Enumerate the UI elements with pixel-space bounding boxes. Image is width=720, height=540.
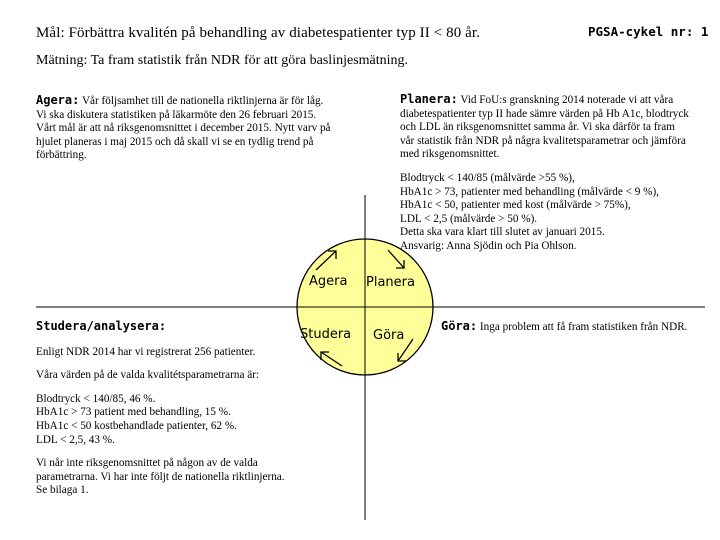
value-item: LDL < 2,5, 43 %.	[36, 433, 115, 446]
agera-section	[36, 94, 336, 163]
measurement-text: Mätning: Ta fram statistik från NDR för att göra baslinjesmätning.	[36, 53, 409, 68]
studera-values-intro: Våra värden på de valda kvalitétsparametrarna är:	[36, 369, 260, 382]
target-item: HbA1c > 73, patienter med behandling (målvärde < 9 %),	[400, 185, 659, 198]
value-item: HbA1c > 73 patient med behandling, 15 %.	[36, 406, 231, 419]
planera-heading: Planera:	[400, 92, 458, 106]
gora-heading: Göra:	[441, 319, 478, 333]
gora-section	[441, 320, 691, 335]
planera-targets	[400, 172, 690, 254]
planera-section	[400, 93, 690, 162]
cycle-number: PGSA-cykel nr: 1	[588, 24, 709, 39]
goal-title: Mål: Förbättra kvalitén på behandling av diabetespatienter typ II < 80 år.	[36, 25, 481, 41]
gora-text: Inga problem att få fram statistiken från NDR.	[479, 321, 688, 333]
agera-text: Vår följsamhet till de nationella riktlinjerna är för låg. Vi ska diskutera statistiken på läkarmöte den 26 februari 2015. Vårt mål är att nå riksgenomsnittet i december 2015. Nytt varv på hjulet planeras i maj 2015 och då skall vi se en tydlig trend på förbättring.	[36, 95, 331, 162]
planera-text: Vid FoU:s granskning 2014 noterade vi att våra diabetespatienter typ II hade sämre värden på Hb A1c, blodtryck och LDL än riksgenomsnittet samma år. Vi ska därför ta fram vår statistik från NDR på några kvalitetsparametrar och jämföra med riksgenomsnittet.	[400, 94, 689, 161]
wheel-label-agera: Agera	[309, 274, 348, 289]
planera-deadline: Detta ska vara klart till slutet av januari 2015.	[400, 226, 605, 239]
target-item: LDL < 2,5 (målvärde > 50 %).	[400, 212, 538, 225]
target-item: HbA1c < 50, patienter med kost (målvärde > 75%),	[400, 199, 631, 212]
planera-responsible: Ansvarig: Anna Sjödin och Pia Ohlson.	[400, 239, 577, 252]
studera-conclusion: Vi når inte riksgenomsnittet på någon av de valda parametrarna. Vi har inte följt de nationella riktlinjerna. Se bilaga 1.	[36, 457, 285, 497]
studera-intro: Enligt NDR 2014 har vi registrerat 256 patienter.	[36, 345, 256, 358]
value-item: HbA1c < 50 kostbehandlade patienter, 62 %.	[36, 419, 237, 432]
agera-heading: Agera:	[36, 93, 80, 107]
value-item: Blodtryck < 140/85, 46 %.	[36, 392, 156, 405]
wheel-label-studera: Studera	[300, 327, 352, 342]
target-item: Blodtryck < 140/85 (målvärde >55 %),	[400, 172, 575, 184]
wheel-label-gora: Göra	[373, 328, 405, 343]
wheel-label-planera: Planera	[366, 275, 415, 290]
studera-section	[36, 320, 286, 498]
studera-heading: Studera/analysera:	[36, 319, 167, 333]
